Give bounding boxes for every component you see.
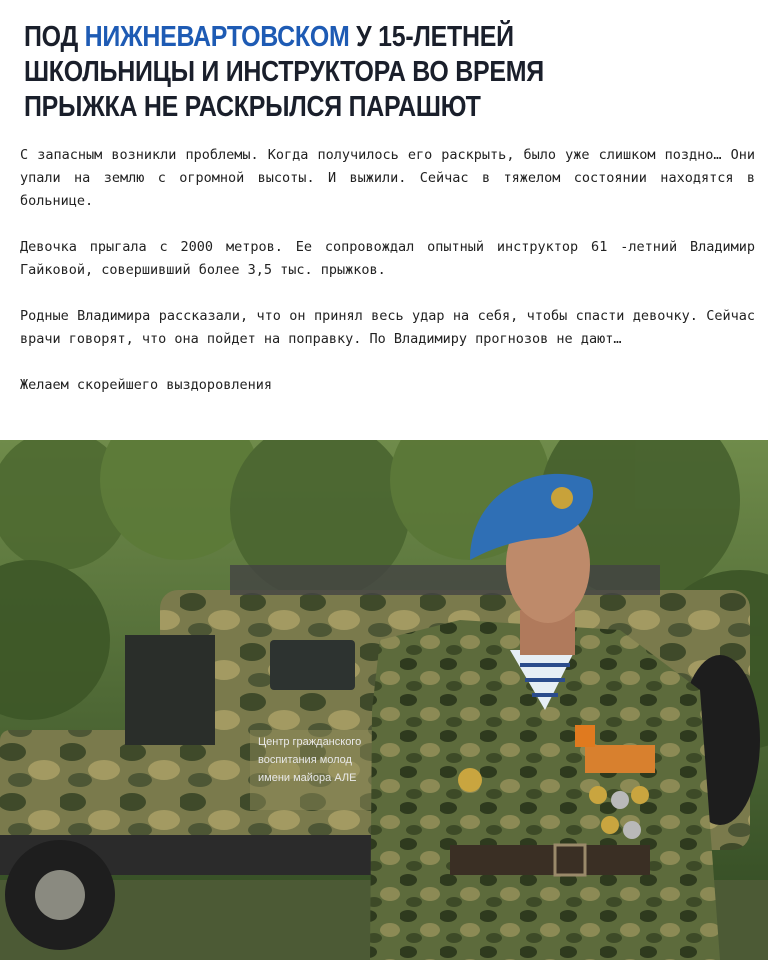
paragraph-2: Девочка прыгала с 2000 метров. Ее сопровождал опытный инструктор 61 -летний Владимир Гайковой, совершивший более 3,5 тыс. прыжков.	[20, 239, 755, 278]
photo-illustration	[0, 440, 768, 960]
article-photo	[0, 440, 768, 960]
paragraph-3: Родные Владимира рассказали, что он принял весь удар на себя, чтобы спасти девочку. Сейчас врачи говорят, что она пойдет на поправку. По Владимиру прогнозов не дают…	[20, 308, 755, 347]
headline-after: У 15-ЛЕТНЕЙ ШКОЛЬНИЦЫ И ИНСТРУКТОРА ВО ВРЕМЯ ПРЫЖКА НЕ РАСКРЫЛСЯ ПАРАШЮТ	[24, 21, 544, 123]
headline-before: ПОД	[24, 21, 85, 53]
vehicle-text-1: Центр гражданского	[258, 736, 362, 748]
vehicle-text-2: воспитания молод	[258, 754, 352, 766]
article-body	[20, 144, 755, 420]
headline-accent: НИЖНЕВАРТОВСКОМ	[84, 21, 350, 53]
vehicle-text-3: имени майора АЛЕ	[258, 772, 357, 784]
headline	[24, 20, 652, 125]
paragraph-4: Желаем скорейшего выздоровления	[20, 377, 272, 393]
paragraph-1: С запасным возникли проблемы. Когда получилось его раскрыть, было уже слишком поздно… Они упали на землю с огромной высоты. И выжили. Сейчас в тяжелом состоянии находятся в больнице.	[20, 147, 755, 209]
